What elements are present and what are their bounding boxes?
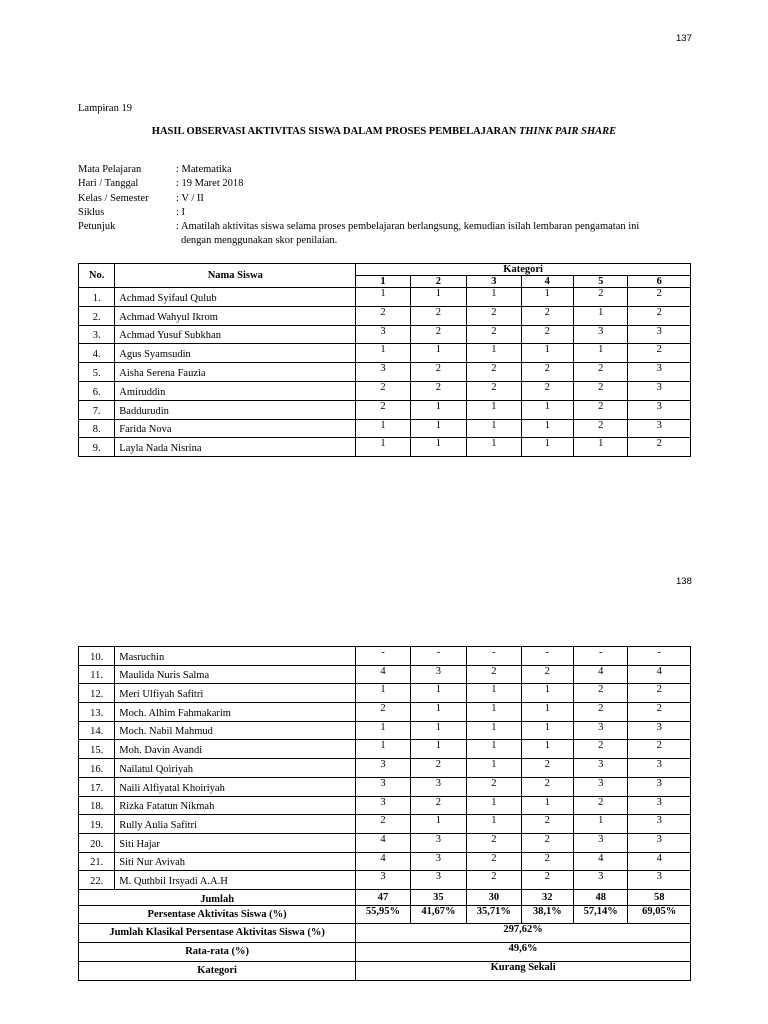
table-row [79, 721, 691, 740]
table-row [79, 344, 691, 363]
meta-row [78, 177, 681, 191]
appendix-label: Lampiran 19 [78, 103, 132, 114]
score-cell: 2 [410, 306, 466, 325]
score-cell: 3 [573, 325, 627, 344]
score-cell: 3 [573, 871, 627, 890]
score-cell: 2 [521, 833, 573, 852]
score-cell: 3 [628, 381, 691, 400]
persentase-value: 35,71% [467, 905, 521, 923]
page-number: 138 [676, 576, 692, 587]
document-title [0, 126, 768, 137]
score-cell: 2 [521, 871, 573, 890]
student-name: Layla Nada Nisrina [115, 438, 356, 457]
score-cell: 1 [521, 703, 573, 722]
score-cell: 2 [573, 363, 627, 382]
score-cell: 1 [410, 344, 466, 363]
header-name: Nama Siswa [115, 264, 356, 288]
row-number: 18. [79, 796, 115, 815]
score-cell: 1 [467, 344, 521, 363]
header-category-col: 5 [573, 276, 627, 288]
metadata-block [78, 163, 681, 249]
score-cell: 3 [410, 665, 466, 684]
score-cell: 1 [410, 684, 466, 703]
score-cell: 2 [628, 684, 691, 703]
score-cell: - [628, 647, 691, 666]
score-cell: 2 [467, 852, 521, 871]
score-cell: 2 [628, 703, 691, 722]
row-number: 6. [79, 381, 115, 400]
row-number: 9. [79, 438, 115, 457]
table-row [79, 419, 691, 438]
score-cell: 2 [467, 777, 521, 796]
row-number: 1. [79, 288, 115, 307]
score-cell: 1 [467, 419, 521, 438]
score-cell: 3 [628, 871, 691, 890]
score-cell: 3 [628, 400, 691, 419]
jumlah-label: Jumlah [79, 889, 356, 905]
score-cell: 1 [410, 288, 466, 307]
table-row [79, 703, 691, 722]
score-cell: 3 [356, 777, 410, 796]
student-name: Meri Ulfiyah Safitri [115, 684, 356, 703]
student-name: Naili Alfiyatal Khoiriyah [115, 777, 356, 796]
score-cell: 3 [410, 871, 466, 890]
header-category: Kategori [356, 264, 691, 276]
student-name: Agus Syamsudin [115, 344, 356, 363]
score-cell: 3 [356, 796, 410, 815]
score-cell: 1 [573, 815, 627, 834]
score-cell: 2 [410, 363, 466, 382]
score-cell: 1 [467, 721, 521, 740]
score-cell: 1 [521, 344, 573, 363]
meta-value: : 19 Maret 2018 [176, 178, 244, 190]
student-name: Moch. Nabil Mahmud [115, 721, 356, 740]
jumlah-value: 48 [573, 889, 627, 905]
jumlah-value: 35 [410, 889, 466, 905]
score-cell: 2 [356, 381, 410, 400]
score-cell: 1 [573, 438, 627, 457]
kategori-value: Kurang Sekali [356, 961, 691, 980]
score-cell: 1 [410, 400, 466, 419]
score-cell: 1 [467, 796, 521, 815]
score-cell: 1 [573, 306, 627, 325]
student-name: Rizka Fatatun Nikmah [115, 796, 356, 815]
score-cell: 3 [628, 419, 691, 438]
persentase-label: Persentase Aktivitas Siswa (%) [79, 905, 356, 923]
score-cell: 4 [356, 852, 410, 871]
row-number: 2. [79, 306, 115, 325]
score-cell: 1 [521, 796, 573, 815]
meta-row [78, 220, 681, 234]
student-name: Moch. Alhim Fahmakarim [115, 703, 356, 722]
score-cell: - [356, 647, 410, 666]
table-row [79, 381, 691, 400]
score-cell: 1 [521, 740, 573, 759]
score-cell: 4 [628, 852, 691, 871]
score-cell: 2 [628, 306, 691, 325]
score-cell: 3 [628, 363, 691, 382]
score-cell: 2 [521, 759, 573, 778]
score-cell: 1 [356, 288, 410, 307]
header-category-col: 4 [521, 276, 573, 288]
score-cell: 4 [573, 665, 627, 684]
row-number: 14. [79, 721, 115, 740]
score-cell: 3 [628, 815, 691, 834]
table-row [79, 871, 691, 890]
header-category-col: 6 [628, 276, 691, 288]
score-cell: 1 [410, 703, 466, 722]
score-cell: 3 [410, 852, 466, 871]
score-cell: 3 [628, 325, 691, 344]
row-number: 11. [79, 665, 115, 684]
score-cell: 2 [573, 796, 627, 815]
score-cell: 2 [573, 703, 627, 722]
score-cell: 2 [628, 288, 691, 307]
score-cell: 4 [573, 852, 627, 871]
meta-label: Petunjuk [78, 221, 116, 233]
table-row [79, 852, 691, 871]
student-name: M. Quthbil Irsyadi A.A.H [115, 871, 356, 890]
score-cell: 2 [410, 325, 466, 344]
score-cell: 1 [356, 721, 410, 740]
student-name: Amiruddin [115, 381, 356, 400]
score-cell: 3 [356, 759, 410, 778]
meta-label: Mata Pelajaran [78, 164, 142, 175]
score-cell: 2 [356, 703, 410, 722]
header-category-col: 3 [467, 276, 521, 288]
score-cell: 3 [356, 871, 410, 890]
score-cell: 2 [573, 288, 627, 307]
meta-value: : I [176, 206, 186, 218]
table-row [79, 665, 691, 684]
jumlah-value: 47 [356, 889, 410, 905]
student-name: Aisha Serena Fauzia [115, 363, 356, 382]
table-row [79, 647, 691, 666]
persentase-value: 38,1% [521, 905, 573, 923]
score-cell: 4 [628, 665, 691, 684]
rata-rata-label: Rata-rata (%) [79, 942, 356, 961]
meta-row [78, 163, 681, 177]
table-row [79, 777, 691, 796]
row-number: 13. [79, 703, 115, 722]
score-cell: 1 [467, 703, 521, 722]
student-name: Achmad Wahyul Ikrom [115, 306, 356, 325]
table-row [79, 400, 691, 419]
score-cell: 3 [410, 777, 466, 796]
student-name: Achmad Yusuf Subkhan [115, 325, 356, 344]
table-row [79, 796, 691, 815]
meta-row [78, 234, 681, 248]
table-row [79, 833, 691, 852]
score-cell: 3 [628, 777, 691, 796]
score-cell: 1 [467, 400, 521, 419]
observation-table-page1 [78, 263, 691, 457]
score-cell: 1 [410, 740, 466, 759]
score-cell: 2 [467, 381, 521, 400]
persentase-value: 55,95% [356, 905, 410, 923]
kategori-label: Kategori [79, 961, 356, 980]
score-cell: 2 [467, 325, 521, 344]
score-cell: 2 [521, 325, 573, 344]
table-row [79, 306, 691, 325]
score-cell: 1 [521, 400, 573, 419]
score-cell: 2 [573, 684, 627, 703]
table-row [79, 438, 691, 457]
score-cell: 1 [356, 684, 410, 703]
score-cell: 2 [573, 381, 627, 400]
score-cell: 3 [573, 721, 627, 740]
table-row [79, 363, 691, 382]
student-name: Farida Nova [115, 419, 356, 438]
header-category-col: 1 [356, 276, 410, 288]
score-cell: 2 [521, 665, 573, 684]
row-number: 8. [79, 419, 115, 438]
score-cell: 2 [573, 400, 627, 419]
rata-rata-value: 49,6% [356, 942, 691, 961]
score-cell: 2 [521, 852, 573, 871]
meta-row [78, 192, 681, 206]
score-cell: 1 [521, 438, 573, 457]
row-number: 17. [79, 777, 115, 796]
meta-value: : V / II [176, 192, 204, 204]
student-name: Siti Nur Avivah [115, 852, 356, 871]
score-cell: 3 [628, 759, 691, 778]
student-name: Moh. Davin Avandi [115, 740, 356, 759]
row-number: 10. [79, 647, 115, 666]
score-cell: 3 [628, 721, 691, 740]
score-cell: 3 [628, 796, 691, 815]
score-cell: 1 [356, 438, 410, 457]
header-category-col: 2 [410, 276, 466, 288]
score-cell: 2 [521, 815, 573, 834]
jumlah-value: 30 [467, 889, 521, 905]
score-cell: 1 [467, 288, 521, 307]
score-cell: 2 [521, 306, 573, 325]
score-cell: 1 [467, 684, 521, 703]
meta-value: : Amatilah aktivitas siswa selama proses pembelajaran berlangsung, kemudian isilah lembaran pengamatan ini [176, 221, 640, 233]
meta-value: : Matematika [176, 164, 232, 175]
meta-value: dengan menggunakan skor penilaian. [181, 235, 338, 247]
score-cell: 2 [628, 740, 691, 759]
klasikal-value: 297,62% [356, 923, 691, 942]
score-cell: 3 [356, 363, 410, 382]
score-cell: 2 [467, 833, 521, 852]
klasikal-label: Jumlah Klasikal Persentase Aktivitas Siswa (%) [79, 923, 356, 942]
score-cell: 2 [628, 344, 691, 363]
jumlah-value: 32 [521, 889, 573, 905]
score-cell: 2 [410, 759, 466, 778]
score-cell: - [410, 647, 466, 666]
table-row [79, 759, 691, 778]
row-number: 7. [79, 400, 115, 419]
meta-label: Kelas / Semester [78, 192, 149, 204]
score-cell: 1 [521, 721, 573, 740]
table-row [79, 325, 691, 344]
score-cell: 1 [521, 288, 573, 307]
row-number: 15. [79, 740, 115, 759]
page-number: 137 [676, 33, 692, 44]
score-cell: 3 [410, 833, 466, 852]
student-name: Nailatul Qoiriyah [115, 759, 356, 778]
score-cell: 2 [573, 419, 627, 438]
persentase-value: 69,05% [628, 905, 691, 923]
table-row [79, 288, 691, 307]
meta-label: Siklus [78, 206, 105, 218]
row-number: 20. [79, 833, 115, 852]
title-text: HASIL OBSERVASI AKTIVITAS SISWA DALAM PROSES PEMBELAJARAN [151, 126, 519, 137]
score-cell: 3 [573, 759, 627, 778]
score-cell: 3 [573, 777, 627, 796]
score-cell: 2 [356, 400, 410, 419]
score-cell: 1 [356, 344, 410, 363]
table-row [79, 684, 691, 703]
title-method: THINK PAIR SHARE [518, 126, 617, 137]
student-name: Masruchin [115, 647, 356, 666]
jumlah-value: 58 [628, 889, 691, 905]
score-cell: 3 [628, 833, 691, 852]
score-cell: 2 [573, 740, 627, 759]
score-cell: 1 [410, 815, 466, 834]
score-cell: 1 [410, 721, 466, 740]
score-cell: 4 [356, 833, 410, 852]
row-number: 4. [79, 344, 115, 363]
student-name: Rully Aulia Safitri [115, 815, 356, 834]
score-cell: 1 [356, 419, 410, 438]
score-cell: - [573, 647, 627, 666]
student-name: Achmad Syifaul Qulub [115, 288, 356, 307]
persentase-value: 57,14% [573, 905, 627, 923]
row-number: 21. [79, 852, 115, 871]
student-name: Baddurudin [115, 400, 356, 419]
score-cell: 2 [356, 306, 410, 325]
meta-row [78, 206, 681, 220]
score-cell: 2 [467, 665, 521, 684]
row-number: 19. [79, 815, 115, 834]
persentase-value: 41,67% [410, 905, 466, 923]
score-cell: 1 [467, 815, 521, 834]
table-row [79, 815, 691, 834]
score-cell: 3 [356, 325, 410, 344]
score-cell: 2 [628, 438, 691, 457]
row-number: 16. [79, 759, 115, 778]
row-number: 12. [79, 684, 115, 703]
score-cell: 1 [521, 684, 573, 703]
observation-table-page2 [78, 646, 691, 981]
header-no: No. [79, 264, 115, 288]
score-cell: 2 [410, 796, 466, 815]
student-name: Siti Hajar [115, 833, 356, 852]
score-cell: 3 [573, 833, 627, 852]
score-cell: 2 [410, 381, 466, 400]
table-row [79, 740, 691, 759]
row-number: 3. [79, 325, 115, 344]
meta-label [78, 234, 176, 248]
score-cell: 1 [467, 740, 521, 759]
score-cell: 2 [467, 871, 521, 890]
score-cell: 1 [410, 438, 466, 457]
score-cell: 2 [521, 381, 573, 400]
score-cell: 1 [573, 344, 627, 363]
score-cell: 2 [356, 815, 410, 834]
score-cell: 1 [467, 759, 521, 778]
score-cell: - [467, 647, 521, 666]
score-cell: - [521, 647, 573, 666]
score-cell: 4 [356, 665, 410, 684]
score-cell: 2 [521, 363, 573, 382]
score-cell: 1 [521, 419, 573, 438]
row-number: 5. [79, 363, 115, 382]
score-cell: 2 [467, 306, 521, 325]
score-cell: 2 [521, 777, 573, 796]
score-cell: 1 [356, 740, 410, 759]
student-name: Maulida Nuris Salma [115, 665, 356, 684]
meta-label: Hari / Tanggal [78, 178, 139, 190]
score-cell: 1 [467, 438, 521, 457]
score-cell: 2 [467, 363, 521, 382]
row-number: 22. [79, 871, 115, 890]
score-cell: 1 [410, 419, 466, 438]
